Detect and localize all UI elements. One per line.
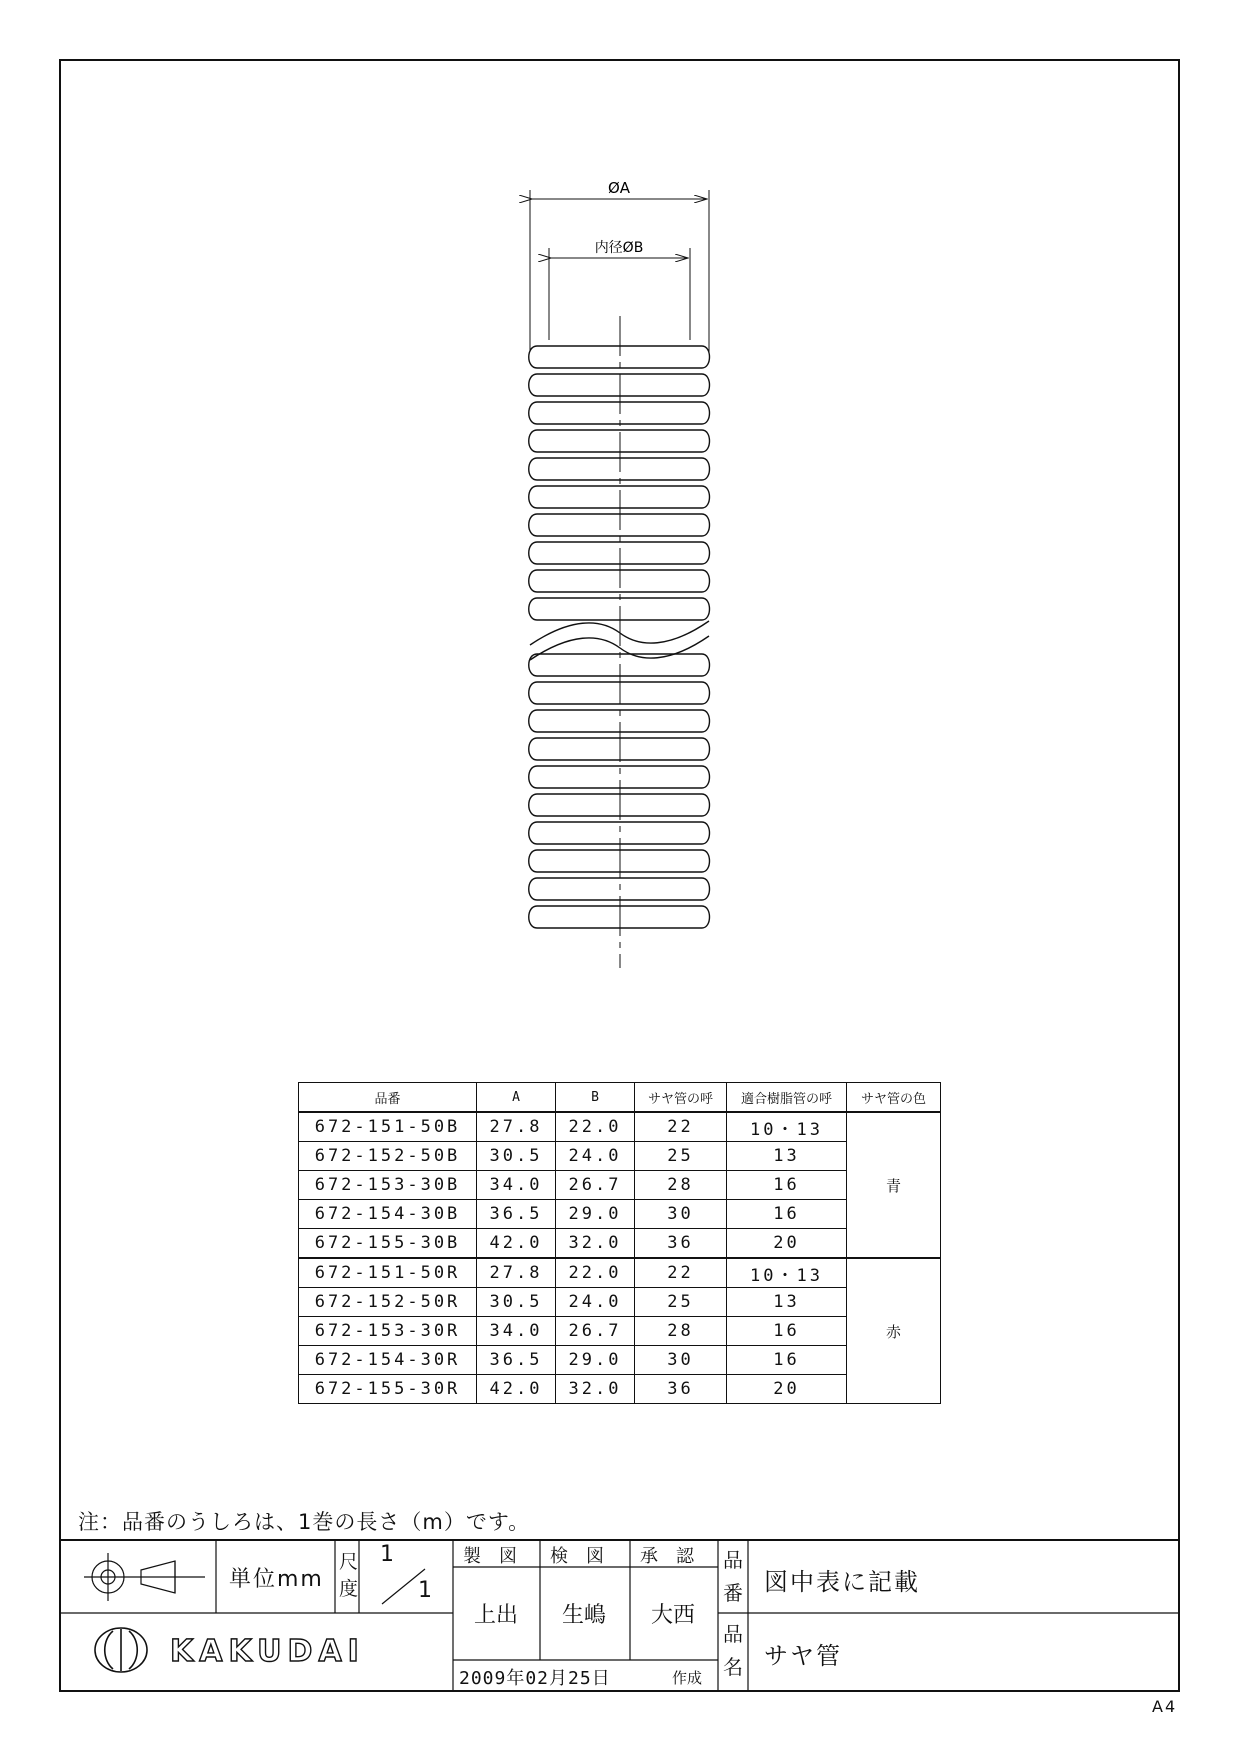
brand-wordmark: KAKUDAI [170,1634,365,1669]
cell-resin: 20 [727,1229,847,1259]
pipe-rib [529,654,710,676]
table-header-row [299,1083,941,1113]
header-resin: 適合樹脂管の呼 [727,1083,847,1113]
cell-b: 29.0 [556,1346,635,1375]
cell-resin: 20 [727,1375,847,1404]
checked-by: 生嶋 [562,1603,607,1628]
scale-label-2: 度 [339,1578,359,1600]
cell-part: 672-155-30B [299,1229,477,1259]
cell-b: 32.0 [556,1375,635,1404]
cell-a: 30.5 [477,1288,556,1317]
pipe-corrugations [529,346,710,928]
table-row [299,1200,941,1229]
cell-a: 30.5 [477,1142,556,1171]
cell-resin: 16 [727,1317,847,1346]
cell-resin: 16 [727,1346,847,1375]
pipe-rib [529,458,710,480]
cell-resin: 13 [727,1142,847,1171]
cell-part: 672-154-30B [299,1200,477,1229]
cell-b: 29.0 [556,1200,635,1229]
dimension-label-a: ØA [607,179,631,197]
cell-saya: 28 [635,1317,727,1346]
cell-resin: 10・13 [727,1258,847,1288]
table-row [299,1112,941,1142]
part-no-label-1: 品 [723,1548,743,1572]
part-no-label-2: 番 [723,1581,743,1605]
pipe-rib [529,598,710,620]
header-saya: サヤ管の呼 [635,1083,727,1113]
pipe-rib [529,374,710,396]
cell-b: 24.0 [556,1142,635,1171]
cell-a: 42.0 [477,1375,556,1404]
pipe-rib [529,402,710,424]
cell-part: 672-154-30R [299,1346,477,1375]
approved-label: 承 認 [640,1546,694,1567]
pipe-rib [529,542,710,564]
pipe-rib [529,682,710,704]
name-value: サヤ管 [764,1642,842,1670]
drawn-by: 上出 [474,1603,519,1628]
pipe-rib [529,710,710,732]
pipe-rib [529,486,710,508]
cell-b: 26.7 [556,1171,635,1200]
cell-part: 672-152-50B [299,1142,477,1171]
cell-a: 34.0 [477,1171,556,1200]
cell-saya: 30 [635,1200,727,1229]
cell-b: 22.0 [556,1258,635,1288]
part-no-value: 図中表に記載 [764,1568,920,1596]
table-row [299,1317,941,1346]
cell-part: 672-155-30R [299,1375,477,1404]
pipe-rib [529,766,710,788]
cell-part: 672-151-50R [299,1258,477,1288]
cell-a: 36.5 [477,1200,556,1229]
cell-saya: 36 [635,1375,727,1404]
scale-denominator: 1 [418,1578,432,1603]
table-row [299,1258,941,1288]
cell-resin: 16 [727,1200,847,1229]
cell-a: 27.8 [477,1258,556,1288]
cell-a: 42.0 [477,1229,556,1259]
cell-saya: 28 [635,1171,727,1200]
pipe-rib [529,570,710,592]
cell-saya: 30 [635,1346,727,1375]
cell-saya: 25 [635,1142,727,1171]
cell-resin: 16 [727,1171,847,1200]
approved-by: 大西 [651,1603,696,1628]
header-part: 品番 [299,1083,477,1113]
table-row [299,1375,941,1404]
table-row [299,1229,941,1259]
pipe-rib [529,906,710,928]
header-a: A [477,1083,556,1113]
table-row [299,1346,941,1375]
cell-resin: 10・13 [727,1112,847,1142]
cell-part: 672-153-30B [299,1171,477,1200]
cell-part: 672-151-50B [299,1112,477,1142]
pipe-rib [529,794,710,816]
checked-label: 検 図 [550,1546,604,1567]
drawn-label: 製 図 [463,1546,517,1567]
header-color: サヤ管の色 [847,1083,941,1113]
cell-b: 32.0 [556,1229,635,1259]
table-row [299,1142,941,1171]
cell-color-red: 赤 [847,1258,941,1404]
table-row [299,1288,941,1317]
cell-a: 27.8 [477,1112,556,1142]
pipe-rib [529,822,710,844]
cell-part: 672-152-50R [299,1288,477,1317]
title-block [59,1539,1180,1692]
pipe-rib [529,850,710,872]
pipe-rib [529,878,710,900]
cell-part: 672-153-30R [299,1317,477,1346]
unit-label: 単位mm [229,1567,324,1592]
name-label-1: 品 [723,1622,743,1646]
cell-saya: 25 [635,1288,727,1317]
pipe-rib [529,514,710,536]
pipe-rib [529,346,710,368]
scale-label-1: 尺 [339,1551,359,1573]
cell-b: 24.0 [556,1288,635,1317]
cell-a: 36.5 [477,1346,556,1375]
created-label: 作成 [672,1669,703,1687]
cell-resin: 13 [727,1288,847,1317]
name-label-2: 名 [723,1655,743,1679]
note-text: 注：品番のうしろは、1巻の長さ（m）です。 [78,1510,531,1534]
paper-size-label: A4 [1152,1697,1178,1716]
cell-b: 22.0 [556,1112,635,1142]
spec-table [298,1082,941,1404]
scale-numerator: 1 [380,1542,394,1567]
cell-color-blue: 青 [847,1112,941,1258]
dimension-label-b: 内径ØB [594,240,644,256]
cell-saya: 36 [635,1229,727,1259]
date-text: 2009年02月25日 [459,1668,611,1689]
header-b: B [556,1083,635,1113]
table-row [299,1171,941,1200]
cell-saya: 22 [635,1112,727,1142]
cell-saya: 22 [635,1258,727,1288]
pipe-rib [529,738,710,760]
pipe-rib [529,430,710,452]
cell-a: 34.0 [477,1317,556,1346]
cell-b: 26.7 [556,1317,635,1346]
